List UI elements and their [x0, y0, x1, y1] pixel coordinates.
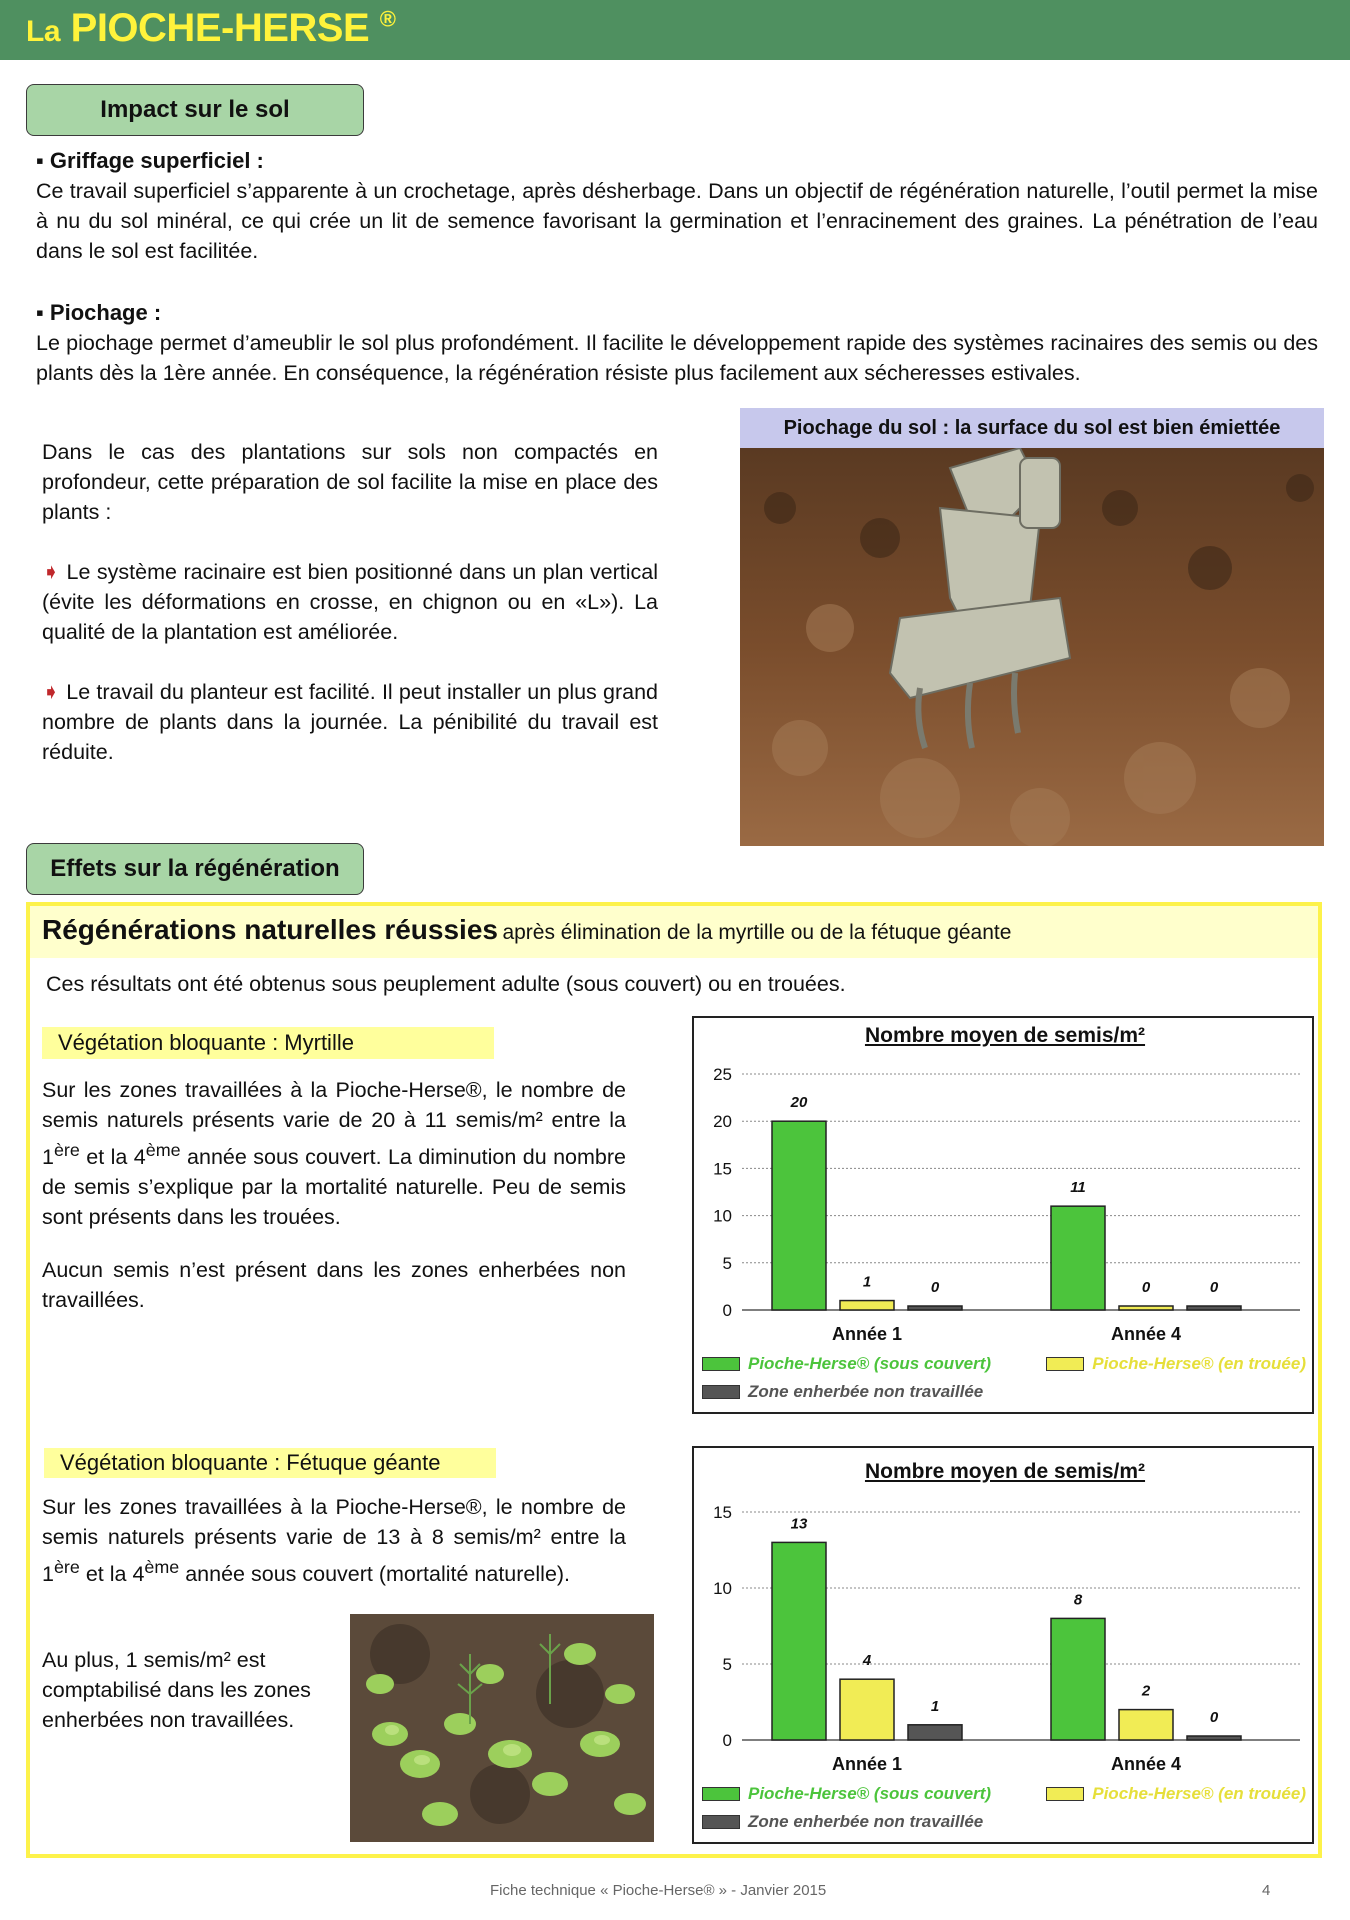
legend-swatch: [702, 1385, 740, 1399]
myrtille-label: Végétation bloquante : Myrtille: [42, 1027, 494, 1059]
seedlings-photo-image: [350, 1614, 654, 1842]
bar: [908, 1725, 962, 1740]
bar: [908, 1306, 962, 1310]
y-tick-label: 15: [713, 1503, 732, 1522]
myrtille-text-2: Aucun semis n’est présent dans les zones enherbées non travaillées.: [42, 1258, 626, 1312]
data-label: 13: [790, 1515, 808, 1533]
x-tick-label: Année 4: [1110, 1754, 1182, 1774]
chart-1-plot: [694, 1054, 1312, 1354]
bar: [840, 1301, 894, 1310]
y-tick-label: 5: [722, 1655, 732, 1674]
data-label: 1: [930, 1697, 940, 1715]
legend-label: Zone enherbée non travaillée: [748, 1382, 984, 1401]
section-regeneration-label: Effets sur la régénération: [26, 843, 364, 895]
legend-label: Zone enherbée non travaillée: [748, 1812, 984, 1831]
griffage-text: Ce travail superficiel s’apparente à un crochetage, après désherbage. Dans un objectif de régénération naturelle, l’outil permet la mise à nu du sol minéral, ce qui crée un lit de semence favorisant la germination et l’enracinement des graines. La pénétration de l’eau dans le sol est facilitée.: [36, 179, 1318, 263]
legend-label: Pioche-Herse® (en trouée): [1092, 1784, 1306, 1803]
point-2-text: Le travail du planteur est facilité. Il peut installer un plus grand nombre de plants dans la journée. La pénibilité du travail est réduite.: [42, 680, 659, 764]
y-tick-label: 20: [713, 1112, 732, 1132]
soil-photo-image: [740, 448, 1324, 846]
title-prefix: La: [26, 15, 61, 48]
bullet-square: ▪: [36, 148, 50, 173]
plantation-point-1: [42, 557, 658, 647]
data-label: 0: [1141, 1279, 1151, 1296]
legend-sous-couvert: [702, 1354, 991, 1374]
piochage-text: Le piochage permet d’ameublir le sol plus profondément. Il facilite le développement rapide des systèmes racinaires des semis ou des plants dès la 1ère année. En conséquence, la régénération résiste plus facilement aux sécheresses estivales.: [36, 331, 1318, 385]
bar: [1187, 1306, 1241, 1310]
y-tick-label: 25: [713, 1065, 732, 1084]
legend-sous-couvert: [702, 1784, 991, 1804]
data-label: 0: [930, 1279, 940, 1296]
chart-2-legend: [702, 1784, 1306, 1832]
legend-en-trouee: [1046, 1354, 1306, 1374]
data-label: 0: [1209, 1279, 1219, 1296]
bar: [1051, 1618, 1105, 1740]
griffage-heading: [36, 148, 264, 174]
page-number: 4: [1262, 1882, 1271, 1899]
legend-label: Pioche-Herse® (en trouée): [1092, 1354, 1306, 1373]
y-tick-label: 15: [713, 1159, 732, 1179]
data-label: 4: [862, 1652, 872, 1670]
data-label: 20: [790, 1094, 808, 1112]
fetuque-label: Végétation bloquante : Fétuque géante: [44, 1448, 496, 1478]
point-1-text: Le système racinaire est bien positionné dans un plan vertical (évite les déformations en crosse, en chignon ou en «L»). La qualité de la plantation est améliorée.: [42, 560, 658, 644]
bar: [840, 1679, 894, 1740]
data-label: 11: [1070, 1179, 1086, 1197]
x-tick-label: Année 4: [1110, 1324, 1182, 1344]
piochage-title: Piochage :: [49, 300, 162, 325]
legend-en-trouee: [1046, 1784, 1306, 1804]
legend-zone-enherbee: [702, 1812, 1306, 1832]
legend-label: Pioche-Herse® (sous couvert): [748, 1784, 992, 1803]
footer-text: Fiche technique « Pioche-Herse® » - Janvier 2015: [490, 1882, 827, 1899]
legend-swatch: [702, 1357, 740, 1371]
legend-swatch: [702, 1815, 740, 1829]
legend-swatch: [1046, 1357, 1084, 1371]
data-label: 2: [1141, 1682, 1151, 1700]
title-main: PIOCHE-HERSE: [70, 6, 370, 50]
fetuque-text-2: Au plus, 1 semis/m² est comptabilisé dans les zones enherbées non travaillées.: [42, 1648, 311, 1732]
red-arrow-icon: ➧: [42, 680, 61, 704]
results-intro: Ces résultats ont été obtenus sous peuplement adulte (sous couvert) ou en trouées.: [46, 972, 846, 996]
x-tick-label: Année 1: [831, 1754, 903, 1774]
page-title: [26, 6, 395, 51]
data-label: 0: [1209, 1709, 1219, 1726]
bullet-square: ▪: [36, 300, 50, 325]
chart-2-title: Nombre moyen de semis/m²: [864, 1460, 1146, 1483]
bar: [1119, 1710, 1173, 1740]
seedlings-photo: [350, 1614, 654, 1842]
griffage-title: Griffage superficiel :: [49, 148, 264, 173]
chart-myrtille: [692, 1016, 1314, 1414]
y-tick-label: 10: [713, 1579, 732, 1598]
myrtille-text: Sur les zones travaillées à la Pioche-Herse®, le nombre de semis naturels présents varie de 20 à 11 semis/m² entre la 1ère et la 4ème année sous couvert. La diminution du nombre de semis s’explique par la mortalité naturelle. Peu de semis sont présents dans les trouées.: [42, 1078, 626, 1230]
results-title-bold: Régénérations naturelles réussies: [42, 914, 498, 945]
bar: [772, 1542, 826, 1740]
bar: [1119, 1306, 1173, 1310]
plantation-point-2: [42, 677, 658, 767]
legend-swatch: [702, 1787, 740, 1801]
red-arrow-icon: ➧: [42, 560, 61, 584]
data-label: 1: [862, 1273, 872, 1291]
photo-caption: Piochage du sol : la surface du sol est bien émiettée: [740, 408, 1324, 448]
legend-label: Pioche-Herse® (sous couvert): [748, 1354, 992, 1373]
soil-photo: [740, 448, 1324, 846]
bar: [1187, 1736, 1241, 1740]
legend-swatch: [1046, 1787, 1084, 1801]
y-tick-label: 0: [722, 1301, 732, 1320]
bar: [1051, 1206, 1105, 1310]
y-tick-label: 10: [713, 1206, 732, 1226]
data-label: 8: [1073, 1591, 1083, 1609]
registered-mark: ®: [379, 6, 396, 32]
chart-2-plot: [694, 1488, 1312, 1788]
bar: [772, 1121, 826, 1310]
results-title: [42, 914, 1011, 946]
legend-zone-enherbee: [702, 1382, 1306, 1402]
section-impact-label: Impact sur le sol: [26, 84, 364, 136]
piochage-heading: [36, 300, 161, 326]
results-title-rest: après élimination de la myrtille ou de la fétuque géante: [502, 921, 1012, 944]
chart-1-title: Nombre moyen de semis/m²: [864, 1024, 1146, 1047]
y-tick-label: 0: [722, 1731, 732, 1750]
chart-fetuque: [692, 1446, 1314, 1844]
chart-1-legend: [702, 1354, 1306, 1402]
x-tick-label: Année 1: [831, 1324, 903, 1344]
plantation-intro: Dans le cas des plantations sur sols non compactés en profondeur, cette préparation de sol facilite la mise en place des plants :: [42, 440, 658, 524]
y-tick-label: 5: [722, 1253, 732, 1273]
fetuque-text: Sur les zones travaillées à la Pioche-Herse®, le nombre de semis naturels présents varie de 13 à 8 semis/m² entre la 1ère et la 4ème année sous couvert (mortalité naturelle).: [42, 1495, 626, 1587]
